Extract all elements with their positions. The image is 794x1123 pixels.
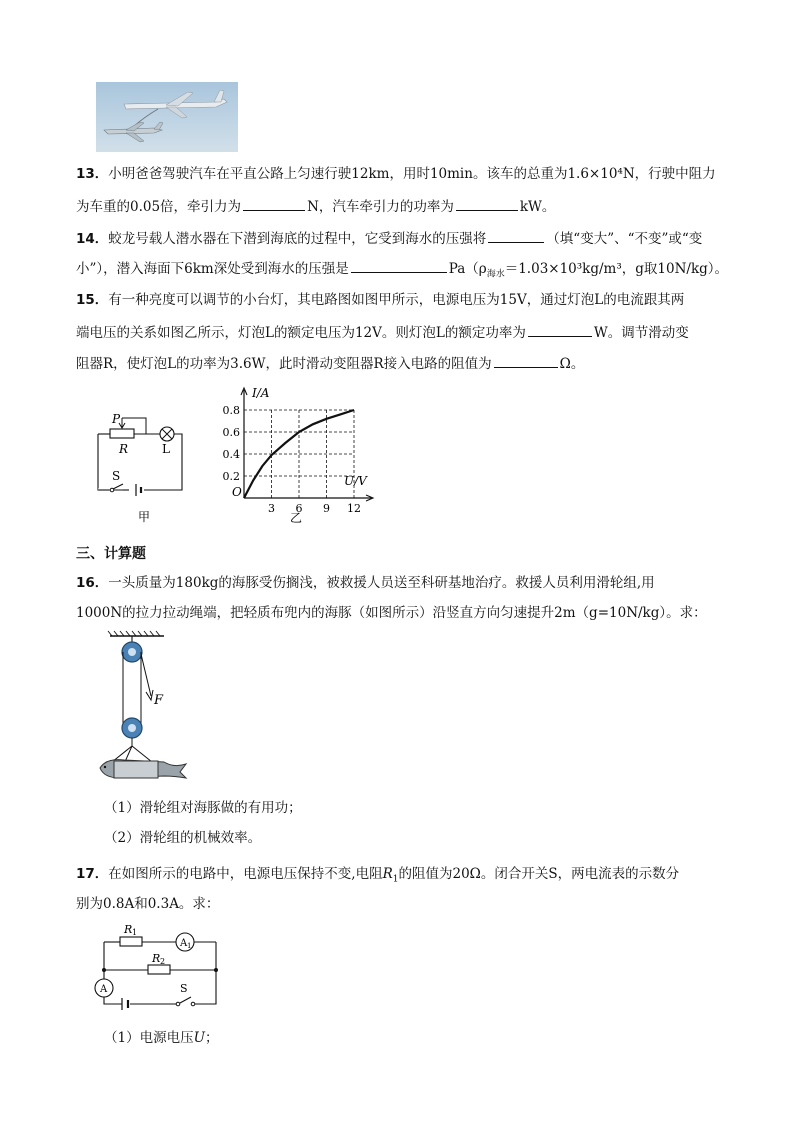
q13-text1: 小明爸爸驾驶汽车在平直公路上匀速行驶12km，用时10min。该车的总重为1.6×10⁴N，行驶中阻力 [108,166,716,182]
q17-line1 [76,864,679,890]
q14-text1b: （填“变大”、“不变”或“变 [546,231,703,247]
q14-text1a: 蛟龙号载人潜水器在下潜到海底的过程中，它受到海水的压强将 [108,231,487,247]
q17-sub1-end: ； [204,1030,219,1046]
q15-line2 [76,322,689,343]
q17-sub1-text: （1）电源电压 [104,1030,194,1046]
q13-line1 [76,164,716,184]
y-tick-label: 0.6 [222,426,240,439]
q13-text2c: kW。 [519,199,556,215]
q15-line3 [76,353,584,374]
y-axis-label: I/A [252,386,270,400]
y-tick-label: 0.8 [222,404,240,417]
answer-blank[interactable] [456,196,518,211]
q14-subscript: 海水 [486,269,505,280]
answer-blank[interactable] [351,258,447,273]
answer-blank[interactable] [528,322,592,337]
q17-u-symbol: U [193,1030,205,1046]
label-R: R [119,442,129,456]
q13-text2a: 为车重的0.05倍，牵引力为 [76,199,242,215]
label-s: S [180,982,188,995]
label-a1-sub: 1 [187,942,192,950]
label-P: P [112,412,121,426]
q13-text2b: N，汽车牵引力的功率为 [307,199,454,215]
refueling-aircraft-photo [96,82,238,152]
label-a: A [100,984,108,995]
q16-line2 [76,603,707,623]
q17-r-subscript: 1 [392,874,399,885]
parallel-circuit-diagram [94,920,224,1012]
iu-graph-yi [222,384,386,526]
x-tick-label: 6 [295,502,303,515]
q14-line1 [76,228,702,249]
label-r1: R [124,923,133,936]
graph-grid [244,410,354,498]
x-tick-label: 3 [268,502,275,515]
label-r1-sub: 1 [132,928,138,937]
x-tick-label: 12 [347,502,361,515]
answer-blank[interactable] [488,228,544,243]
x-axis-label: U/V [344,474,367,488]
q15-line1 [76,290,684,310]
q16-text1: 一头质量为180kg的海豚受伤搁浅，被救援人员送至科研基地治疗。救援人员利用滑轮组,用 [108,575,655,591]
circuit-diagram-jia [92,410,192,525]
y-tick-label: 0.2 [222,470,240,483]
label-L: L [162,442,170,456]
q14-text2a: 小”），潜入海面下6km深处受到海水的压强是 [76,261,349,277]
caption-yi: 乙 [289,511,303,525]
question-number: 14． [76,231,109,247]
q15-text2a: 端电压的关系如图乙所示，灯泡L的额定电压为12V。则灯泡L的额定功率为 [76,325,526,341]
label-r2-sub: 2 [160,957,166,966]
q17-r-symbol: R [382,866,393,882]
label-r2: R [152,952,161,965]
pulley-system-figure [94,630,194,790]
origin-label: O [232,485,242,499]
resistor-r1 [120,937,142,946]
label-a1: A [180,938,188,949]
q14-line2 [76,258,728,285]
rheostat-symbol [110,429,134,438]
x-tick-label: 9 [323,502,330,515]
question-number: 15． [76,292,109,308]
force-label: F [154,693,164,708]
question-number: 13． [76,166,109,182]
aircraft-illustration [96,82,238,152]
label-S: S [112,469,121,483]
caption-jia: 甲 [137,510,151,524]
q16-sub2: （2）滑轮组的机械效率。 [104,830,262,846]
q15-text3b: Ω。 [559,356,585,372]
q17-line2: 别为0.8A和0.3A。求： [76,896,220,912]
q17-sub1 [104,1028,218,1048]
q16-line1 [76,573,655,593]
q17-text1a: 在如图所示的电路中，电源电压保持不变,电阻 [108,866,383,882]
q15-text3a: 阻器R，使灯泡L的功率为3.6W，此时滑动变阻器R接入电路的阻值为 [76,356,492,372]
q15-text2b: W。调节滑动变 [593,325,689,341]
y-tick-label: 0.4 [222,448,240,461]
q17-text1b: 的阻值为20Ω。闭合开关S，两电流表的示数分 [398,866,680,882]
answer-blank[interactable] [494,353,558,368]
q14-text2b: Pa（ρ [448,261,487,277]
question-number: 17． [76,866,109,882]
resistor-r2 [148,965,170,974]
question-number: 16． [76,575,109,591]
section-title: 三、计算题 [76,546,146,562]
answer-blank[interactable] [243,196,305,211]
cloth-sling [114,761,158,778]
q16-sub1: （1）滑轮组对海豚做的有用功； [104,800,302,816]
q14-text2c: ＝1.03×10³kg/m³，g取10N/kg）。 [504,261,729,277]
q16-text2: 1000N的拉力拉动绳端，把轻质布兜内的海豚（如图所示）沿竖直方向匀速提升2m（g=10N/kg）。求： [76,605,707,621]
q15-text1: 有一种亮度可以调节的小台灯，其电路图如图甲所示，电源电压为15V，通过灯泡L的电流跟其两 [108,292,685,308]
q13-line2 [76,196,555,217]
